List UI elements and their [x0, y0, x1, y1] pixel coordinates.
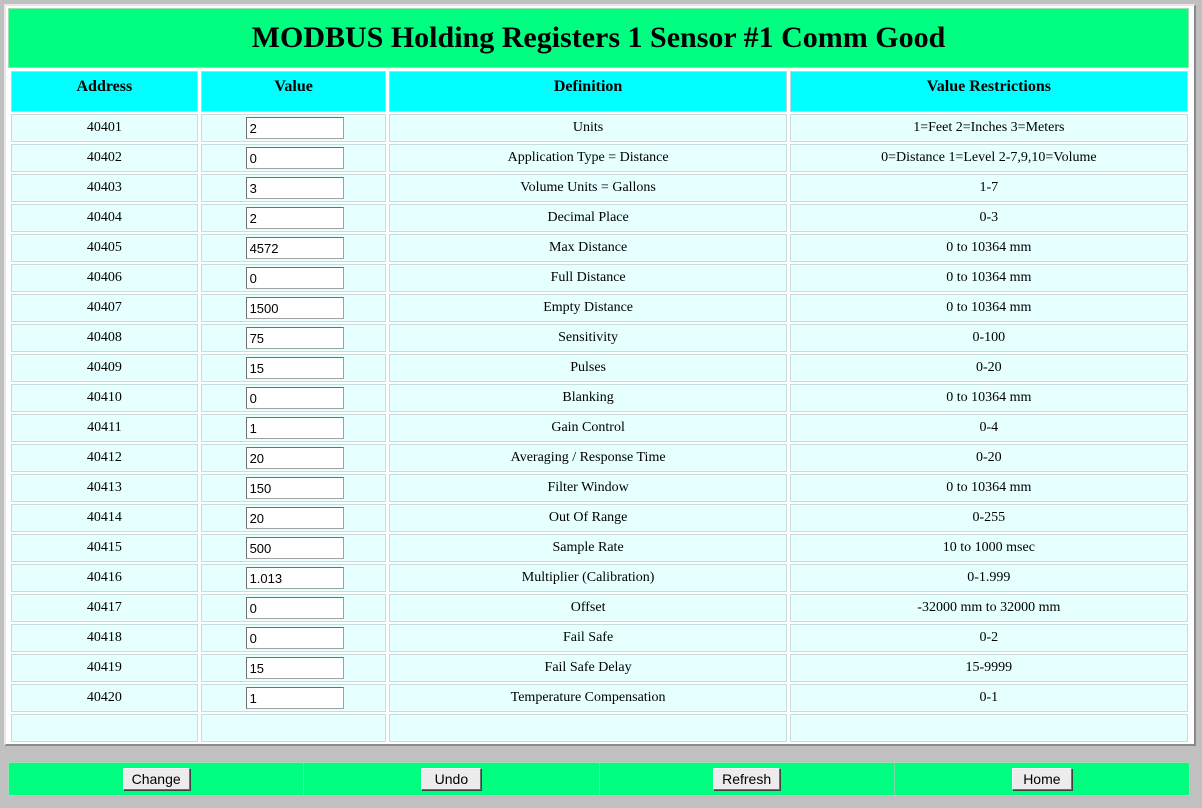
register-value-cell: [201, 384, 387, 412]
register-address: 40409: [11, 354, 198, 382]
register-restriction: 10 to 1000 msec: [790, 534, 1188, 562]
register-value-input[interactable]: [246, 237, 344, 259]
register-value-input[interactable]: [246, 117, 344, 139]
register-definition: Full Distance: [389, 264, 786, 292]
register-address: 40405: [11, 234, 198, 262]
register-value-cell: [201, 474, 387, 502]
register-value-cell: [201, 354, 387, 382]
register-address: 40418: [11, 624, 198, 652]
register-restriction: 0-4: [790, 414, 1188, 442]
register-value-input[interactable]: [246, 447, 344, 469]
register-value-cell: [201, 504, 387, 532]
register-restriction: 0 to 10364 mm: [790, 234, 1188, 262]
address-column-header: Address: [11, 71, 198, 112]
register-address: 40420: [11, 684, 198, 712]
register-value-input[interactable]: [246, 297, 344, 319]
register-definition: Application Type = Distance: [389, 144, 786, 172]
register-address: 40401: [11, 114, 198, 142]
table-row: [11, 114, 1188, 142]
register-restriction: 0-20: [790, 444, 1188, 472]
register-value-input[interactable]: [246, 357, 344, 379]
register-address: 40411: [11, 414, 198, 442]
register-restriction: 1=Feet 2=Inches 3=Meters: [790, 114, 1188, 142]
register-restriction: 0=Distance 1=Level 2-7,9,10=Volume: [790, 144, 1188, 172]
table-row: [11, 654, 1188, 682]
table-row: [11, 204, 1188, 232]
empty-cell: [11, 714, 198, 742]
table-row: [11, 384, 1188, 412]
undo-button[interactable]: Undo: [421, 768, 481, 790]
register-value-cell: [201, 204, 387, 232]
register-address: 40413: [11, 474, 198, 502]
register-restriction: 0-2: [790, 624, 1188, 652]
table-row: [11, 474, 1188, 502]
register-restriction: 0 to 10364 mm: [790, 384, 1188, 412]
empty-cell: [389, 714, 786, 742]
register-address: 40406: [11, 264, 198, 292]
register-address: 40416: [11, 564, 198, 592]
register-value-input[interactable]: [246, 177, 344, 199]
register-value-input[interactable]: [246, 207, 344, 229]
register-value-input[interactable]: [246, 537, 344, 559]
table-row: [11, 564, 1188, 592]
register-address: 40402: [11, 144, 198, 172]
table-row: [11, 324, 1188, 352]
register-value-cell: [201, 624, 387, 652]
register-definition: Units: [389, 114, 786, 142]
register-value-input[interactable]: [246, 147, 344, 169]
home-button[interactable]: Home: [1012, 768, 1072, 790]
register-restriction: 0 to 10364 mm: [790, 474, 1188, 502]
register-definition: Multiplier (Calibration): [389, 564, 786, 592]
register-address: 40407: [11, 294, 198, 322]
register-definition: Sample Rate: [389, 534, 786, 562]
register-value-cell: [201, 174, 387, 202]
register-definition: Out Of Range: [389, 504, 786, 532]
register-value-cell: [201, 234, 387, 262]
register-value-input[interactable]: [246, 387, 344, 409]
refresh-button[interactable]: Refresh: [713, 768, 780, 790]
table-row: [11, 144, 1188, 172]
register-value-input[interactable]: [246, 327, 344, 349]
register-value-cell: [201, 324, 387, 352]
register-definition: Gain Control: [389, 414, 786, 442]
table-row: [11, 354, 1188, 382]
register-restriction: -32000 mm to 32000 mm: [790, 594, 1188, 622]
register-definition: Volume Units = Gallons: [389, 174, 786, 202]
register-address: 40415: [11, 534, 198, 562]
register-value-input[interactable]: [246, 477, 344, 499]
register-value-cell: [201, 564, 387, 592]
register-definition: Max Distance: [389, 234, 786, 262]
register-value-cell: [201, 294, 387, 322]
registers-body: [11, 114, 1188, 742]
register-restriction: 0-255: [790, 504, 1188, 532]
register-definition: Empty Distance: [389, 294, 786, 322]
register-address: 40412: [11, 444, 198, 472]
register-definition: Fail Safe Delay: [389, 654, 786, 682]
register-restriction: 0-1: [790, 684, 1188, 712]
table-row: [11, 414, 1188, 442]
register-definition: Pulses: [389, 354, 786, 382]
table-row: [11, 594, 1188, 622]
register-restriction: 0-1.999: [790, 564, 1188, 592]
register-definition: Filter Window: [389, 474, 786, 502]
table-row: [11, 534, 1188, 562]
register-definition: Sensitivity: [389, 324, 786, 352]
register-restriction: 0 to 10364 mm: [790, 264, 1188, 292]
register-value-cell: [201, 414, 387, 442]
empty-cell: [201, 714, 387, 742]
register-value-cell: [201, 444, 387, 472]
register-value-input[interactable]: [246, 567, 344, 589]
register-definition: Decimal Place: [389, 204, 786, 232]
toolbar-cell-undo: [304, 763, 599, 795]
toolbar-cell-refresh: [600, 763, 895, 795]
register-value-cell: [201, 534, 387, 562]
register-restriction: 0-100: [790, 324, 1188, 352]
register-restriction: 1-7: [790, 174, 1188, 202]
table-row: [11, 234, 1188, 262]
register-definition: Blanking: [389, 384, 786, 412]
register-restriction: 15-9999: [790, 654, 1188, 682]
table-row: [11, 174, 1188, 202]
table-row: [11, 504, 1188, 532]
register-address: 40417: [11, 594, 198, 622]
register-value-cell: [201, 684, 387, 712]
register-restriction: 0 to 10364 mm: [790, 294, 1188, 322]
title-bar: [8, 8, 1189, 68]
register-definition: Temperature Compensation: [389, 684, 786, 712]
register-restriction: 0-20: [790, 354, 1188, 382]
register-value-input[interactable]: [246, 687, 344, 709]
table-row: [11, 684, 1188, 712]
register-restriction: 0-3: [790, 204, 1188, 232]
register-address: 40404: [11, 204, 198, 232]
register-definition: Offset: [389, 594, 786, 622]
toolbar-cell-home: [895, 763, 1189, 795]
register-value-input[interactable]: [246, 507, 344, 529]
table-row: [11, 444, 1188, 472]
value-column-header: Value: [201, 71, 387, 112]
restrictions-column-header: Value Restrictions: [790, 71, 1188, 112]
register-value-input[interactable]: [246, 657, 344, 679]
register-value-cell: [201, 594, 387, 622]
register-value-input[interactable]: [246, 597, 344, 619]
register-address: 40408: [11, 324, 198, 352]
register-value-input[interactable]: [246, 417, 344, 439]
definition-column-header: Definition: [389, 71, 786, 112]
empty-table-row: [11, 714, 1188, 742]
register-definition: Fail Safe: [389, 624, 786, 652]
register-address: 40414: [11, 504, 198, 532]
empty-cell: [790, 714, 1188, 742]
register-value-cell: [201, 264, 387, 292]
table-row: [11, 264, 1188, 292]
table-row: [11, 624, 1188, 652]
bottom-toolbar: [8, 762, 1190, 796]
table-header-row: [11, 71, 1188, 112]
toolbar-cell-change: [9, 763, 304, 795]
register-value-cell: [201, 654, 387, 682]
register-value-input[interactable]: [246, 267, 344, 289]
register-value-cell: [201, 114, 387, 142]
register-address: 40403: [11, 174, 198, 202]
register-definition: Averaging / Response Time: [389, 444, 786, 472]
register-value-input[interactable]: [246, 627, 344, 649]
page-title: MODBUS Holding Registers 1 Sensor #1 Comm Good: [251, 21, 946, 54]
registers-table: [8, 69, 1191, 744]
table-row: [11, 294, 1188, 322]
register-address: 40410: [11, 384, 198, 412]
change-button[interactable]: Change: [123, 768, 190, 790]
register-address: 40419: [11, 654, 198, 682]
register-value-cell: [201, 144, 387, 172]
